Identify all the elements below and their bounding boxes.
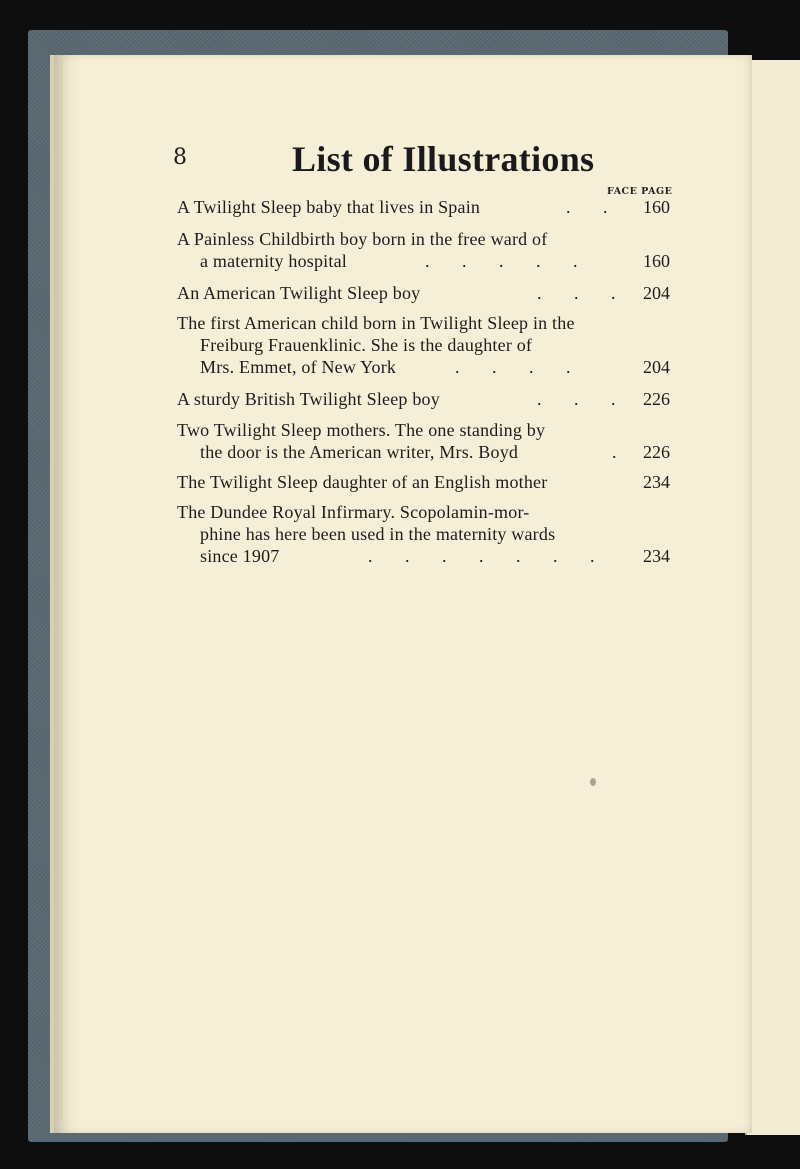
entry-page: 234 — [643, 546, 670, 566]
entry-line: the door is the American writer, Mrs. Boyd — [200, 442, 519, 462]
entry-leader: . — [612, 442, 631, 462]
entry-page: 204 — [643, 357, 670, 377]
entry-leader: . . . . — [455, 357, 585, 377]
entry-page: 226 — [643, 389, 670, 409]
entry-line: A sturdy British Twilight Sleep boy — [177, 389, 440, 409]
entry-line: A Painless Childbirth boy born in the free ward of — [177, 229, 548, 249]
entry-page: 204 — [643, 283, 670, 303]
entry-line: The first American child born in Twilight Sleep in the — [177, 313, 575, 333]
column-heading: FACE PAGE — [607, 186, 673, 197]
entry-page: 160 — [643, 251, 670, 271]
ink-spot — [590, 778, 596, 786]
entry-line: The Twilight Sleep daughter of an English mother — [177, 472, 548, 492]
page-stack-edges — [58, 60, 64, 1120]
entry-leader: . . — [566, 197, 622, 217]
entry-line: The Dundee Royal Infirmary. Scopolamin-mor- — [177, 502, 530, 522]
entry-line: Two Twilight Sleep mothers. The one standing by — [177, 420, 546, 440]
entry-page: 226 — [643, 442, 670, 462]
facing-page-edge — [745, 60, 800, 1135]
entry-line: phine has here been used in the maternity wards — [200, 524, 556, 544]
entry-line: a maternity hospital — [200, 251, 347, 271]
entry-line: A Twilight Sleep baby that lives in Spain — [177, 197, 481, 217]
entry-leader: . . . — [537, 283, 630, 303]
entry-line: since 1907 — [200, 546, 280, 566]
entry-leader: . . . . . . . — [368, 546, 609, 566]
entry-page: 234 — [643, 472, 670, 492]
entry-line: An American Twilight Sleep boy — [177, 283, 421, 303]
page-number: 8 — [173, 145, 187, 170]
page-title: List of Illustrations — [292, 139, 595, 179]
entry-line: Mrs. Emmet, of New York — [200, 357, 397, 377]
entry-leader: . . . — [537, 389, 630, 409]
entry-leader: . . . . . — [425, 251, 592, 271]
entry-page: 160 — [643, 197, 670, 217]
entry-line: Freiburg Frauenklinic. She is the daughter of — [200, 335, 533, 355]
